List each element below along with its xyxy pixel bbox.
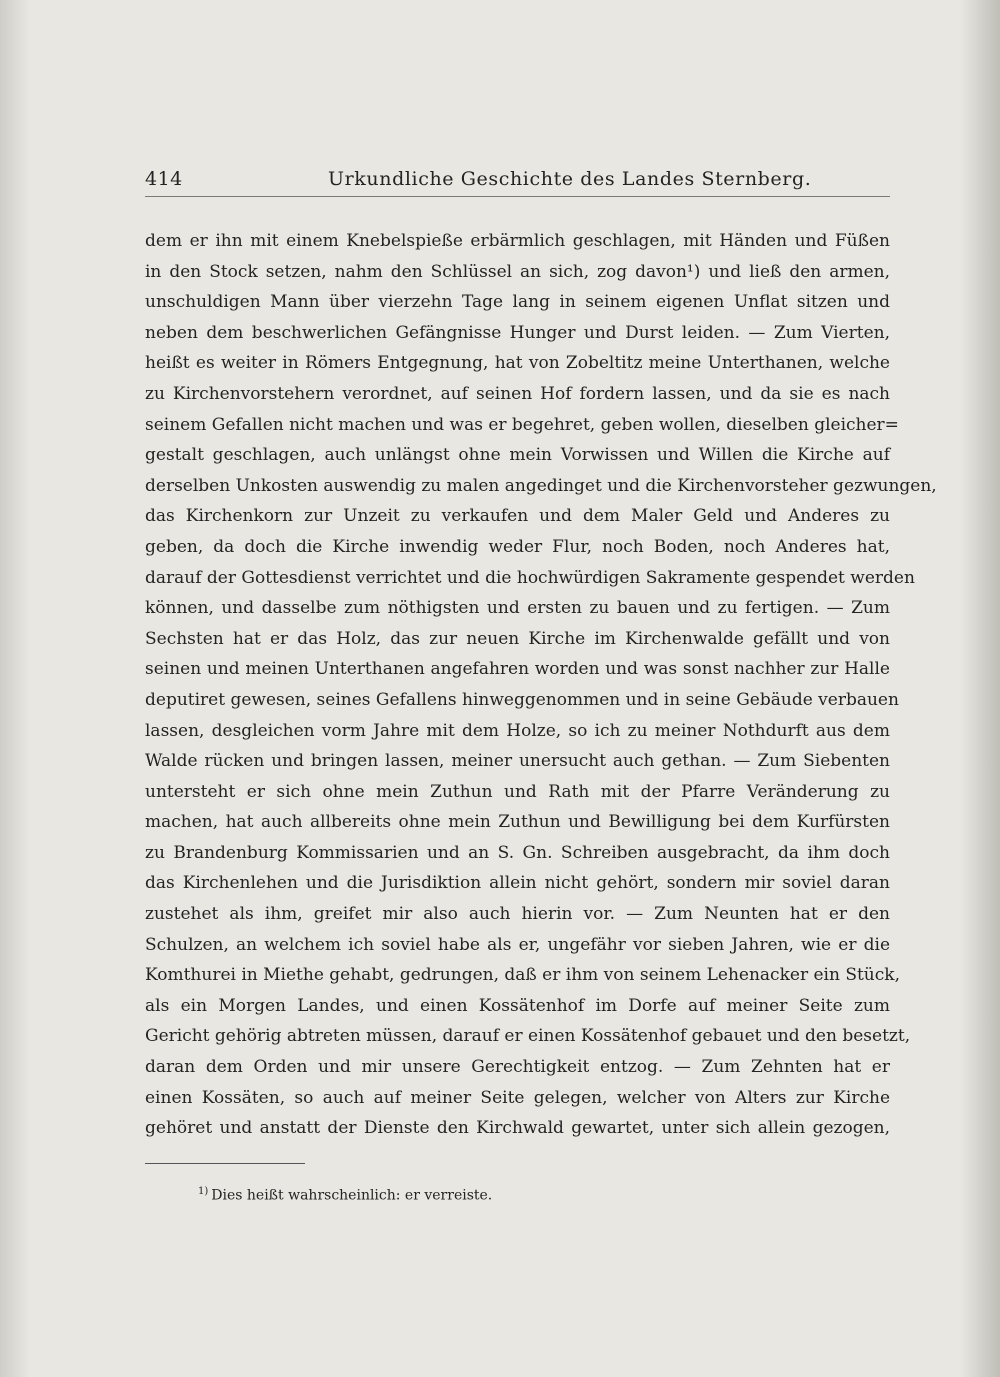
text-line: darauf der Gottesdienst verrichtet und die hochwürdigen Sakramente gespendet werden	[145, 567, 915, 588]
text-line: zu Kirchenvorstehern verordnet, auf seinen Hof fordern lassen, und da sie es nach	[145, 383, 890, 404]
text-line: heißt es weiter in Römers Entgegnung, hat von Zobeltitz meine Unterthanen, welche	[145, 353, 890, 374]
page-header	[145, 168, 890, 198]
text-line: seinem Gefallen nicht machen und was er begehret, geben wollen, dieselben gleicher=	[145, 414, 899, 435]
text-line: gestalt geschlagen, auch unlängst ohne mein Vorwissen und Willen die Kirche auf	[145, 445, 890, 466]
footnote	[198, 1186, 492, 1204]
text-line: untersteht er sich ohne mein Zuthun und Rath mit der Pfarre Veränderung zu	[145, 781, 890, 802]
footnote-rule	[145, 1163, 305, 1164]
text-line: seinen und meinen Unterthanen angefahren worden und was sonst nachher zur Halle	[145, 659, 890, 680]
text-line: unschuldigen Mann über vierzehn Tage lang in seinem eigenen Unflat sitzen und	[145, 292, 890, 313]
text-line: dem er ihn mit einem Knebelspieße erbärmlich geschlagen, mit Händen und Füßen	[145, 231, 890, 251]
footnote-text: Dies heißt wahrscheinlich: er verreiste.	[211, 1187, 493, 1204]
text-line: das Kirchenkorn zur Unzeit zu verkaufen und dem Maler Geld und Anderes zu	[145, 506, 890, 527]
text-line: zu Brandenburg Kommissarien und an S. Gn. Schreiben ausgebracht, da ihm doch	[145, 842, 890, 863]
text-line: können, und dasselbe zum nöthigsten und ersten zu bauen und zu fertigen. — Zum	[145, 598, 890, 619]
text-line: geben, da doch die Kirche inwendig weder Flur, noch Boden, noch Anderes hat,	[145, 536, 890, 557]
body-text	[145, 226, 937, 1144]
text-line: als ein Morgen Landes, und einen Kossätenhof im Dorfe auf meiner Seite zum	[145, 995, 890, 1016]
text-line: gehöret und anstatt der Dienste den Kirchwald gewartet, unter sich allein gezogen,	[145, 1118, 890, 1139]
text-line: daran dem Orden und mir unsere Gerechtigkeit entzog. — Zum Zehnten hat er	[145, 1057, 890, 1078]
footnote-marker: 1)	[198, 1186, 209, 1197]
text-line: machen, hat auch allbereits ohne mein Zuthun und Bewilligung bei dem Kurfürsten	[145, 812, 890, 833]
text-line: Gericht gehörig abtreten müssen, darauf er einen Kossätenhof gebauet und den besetzt,	[145, 1026, 911, 1047]
text-line: derselben Unkosten auswendig zu malen angedinget und die Kirchenvorsteher gezwungen,	[145, 475, 937, 496]
header-rule	[145, 196, 890, 197]
running-title: Urkundliche Geschichte des Landes Sternberg.	[328, 168, 812, 190]
text-line: lassen, desgleichen vorm Jahre mit dem Holze, so ich zu meiner Nothdurft aus dem	[145, 720, 890, 741]
text-line: in den Stock setzen, nahm den Schlüssel an sich, zog davon¹) und ließ den armen,	[145, 261, 890, 282]
text-line: Schulzen, an welchem ich soviel habe als er, ungefähr vor sieben Jahren, wie er die	[145, 934, 890, 955]
text-line: neben dem beschwerlichen Gefängnisse Hunger und Durst leiden. — Zum Vierten,	[145, 322, 890, 343]
text-line: Walde rücken und bringen lassen, meiner unersucht auch gethan. — Zum Siebenten	[145, 751, 890, 772]
text-line: einen Kossäten, so auch auf meiner Seite gelegen, welcher von Alters zur Kirche	[145, 1087, 890, 1108]
text-line: das Kirchenlehen und die Jurisdiktion allein nicht gehört, sondern mir soviel daran	[145, 873, 890, 894]
text-line: Komthurei in Miethe gehabt, gedrungen, daß er ihm von seinem Lehenacker ein Stück,	[145, 965, 900, 986]
text-line: Sechsten hat er das Holz, das zur neuen Kirche im Kirchenwalde gefällt und von	[145, 628, 890, 649]
text-line: deputiret gewesen, seines Gefallens hinweggenommen und in seine Gebäude verbauen	[145, 689, 899, 710]
page-number: 414	[145, 168, 183, 190]
text-line: zustehet als ihm, greifet mir also auch hierin vor. — Zum Neunten hat er den	[145, 904, 890, 925]
